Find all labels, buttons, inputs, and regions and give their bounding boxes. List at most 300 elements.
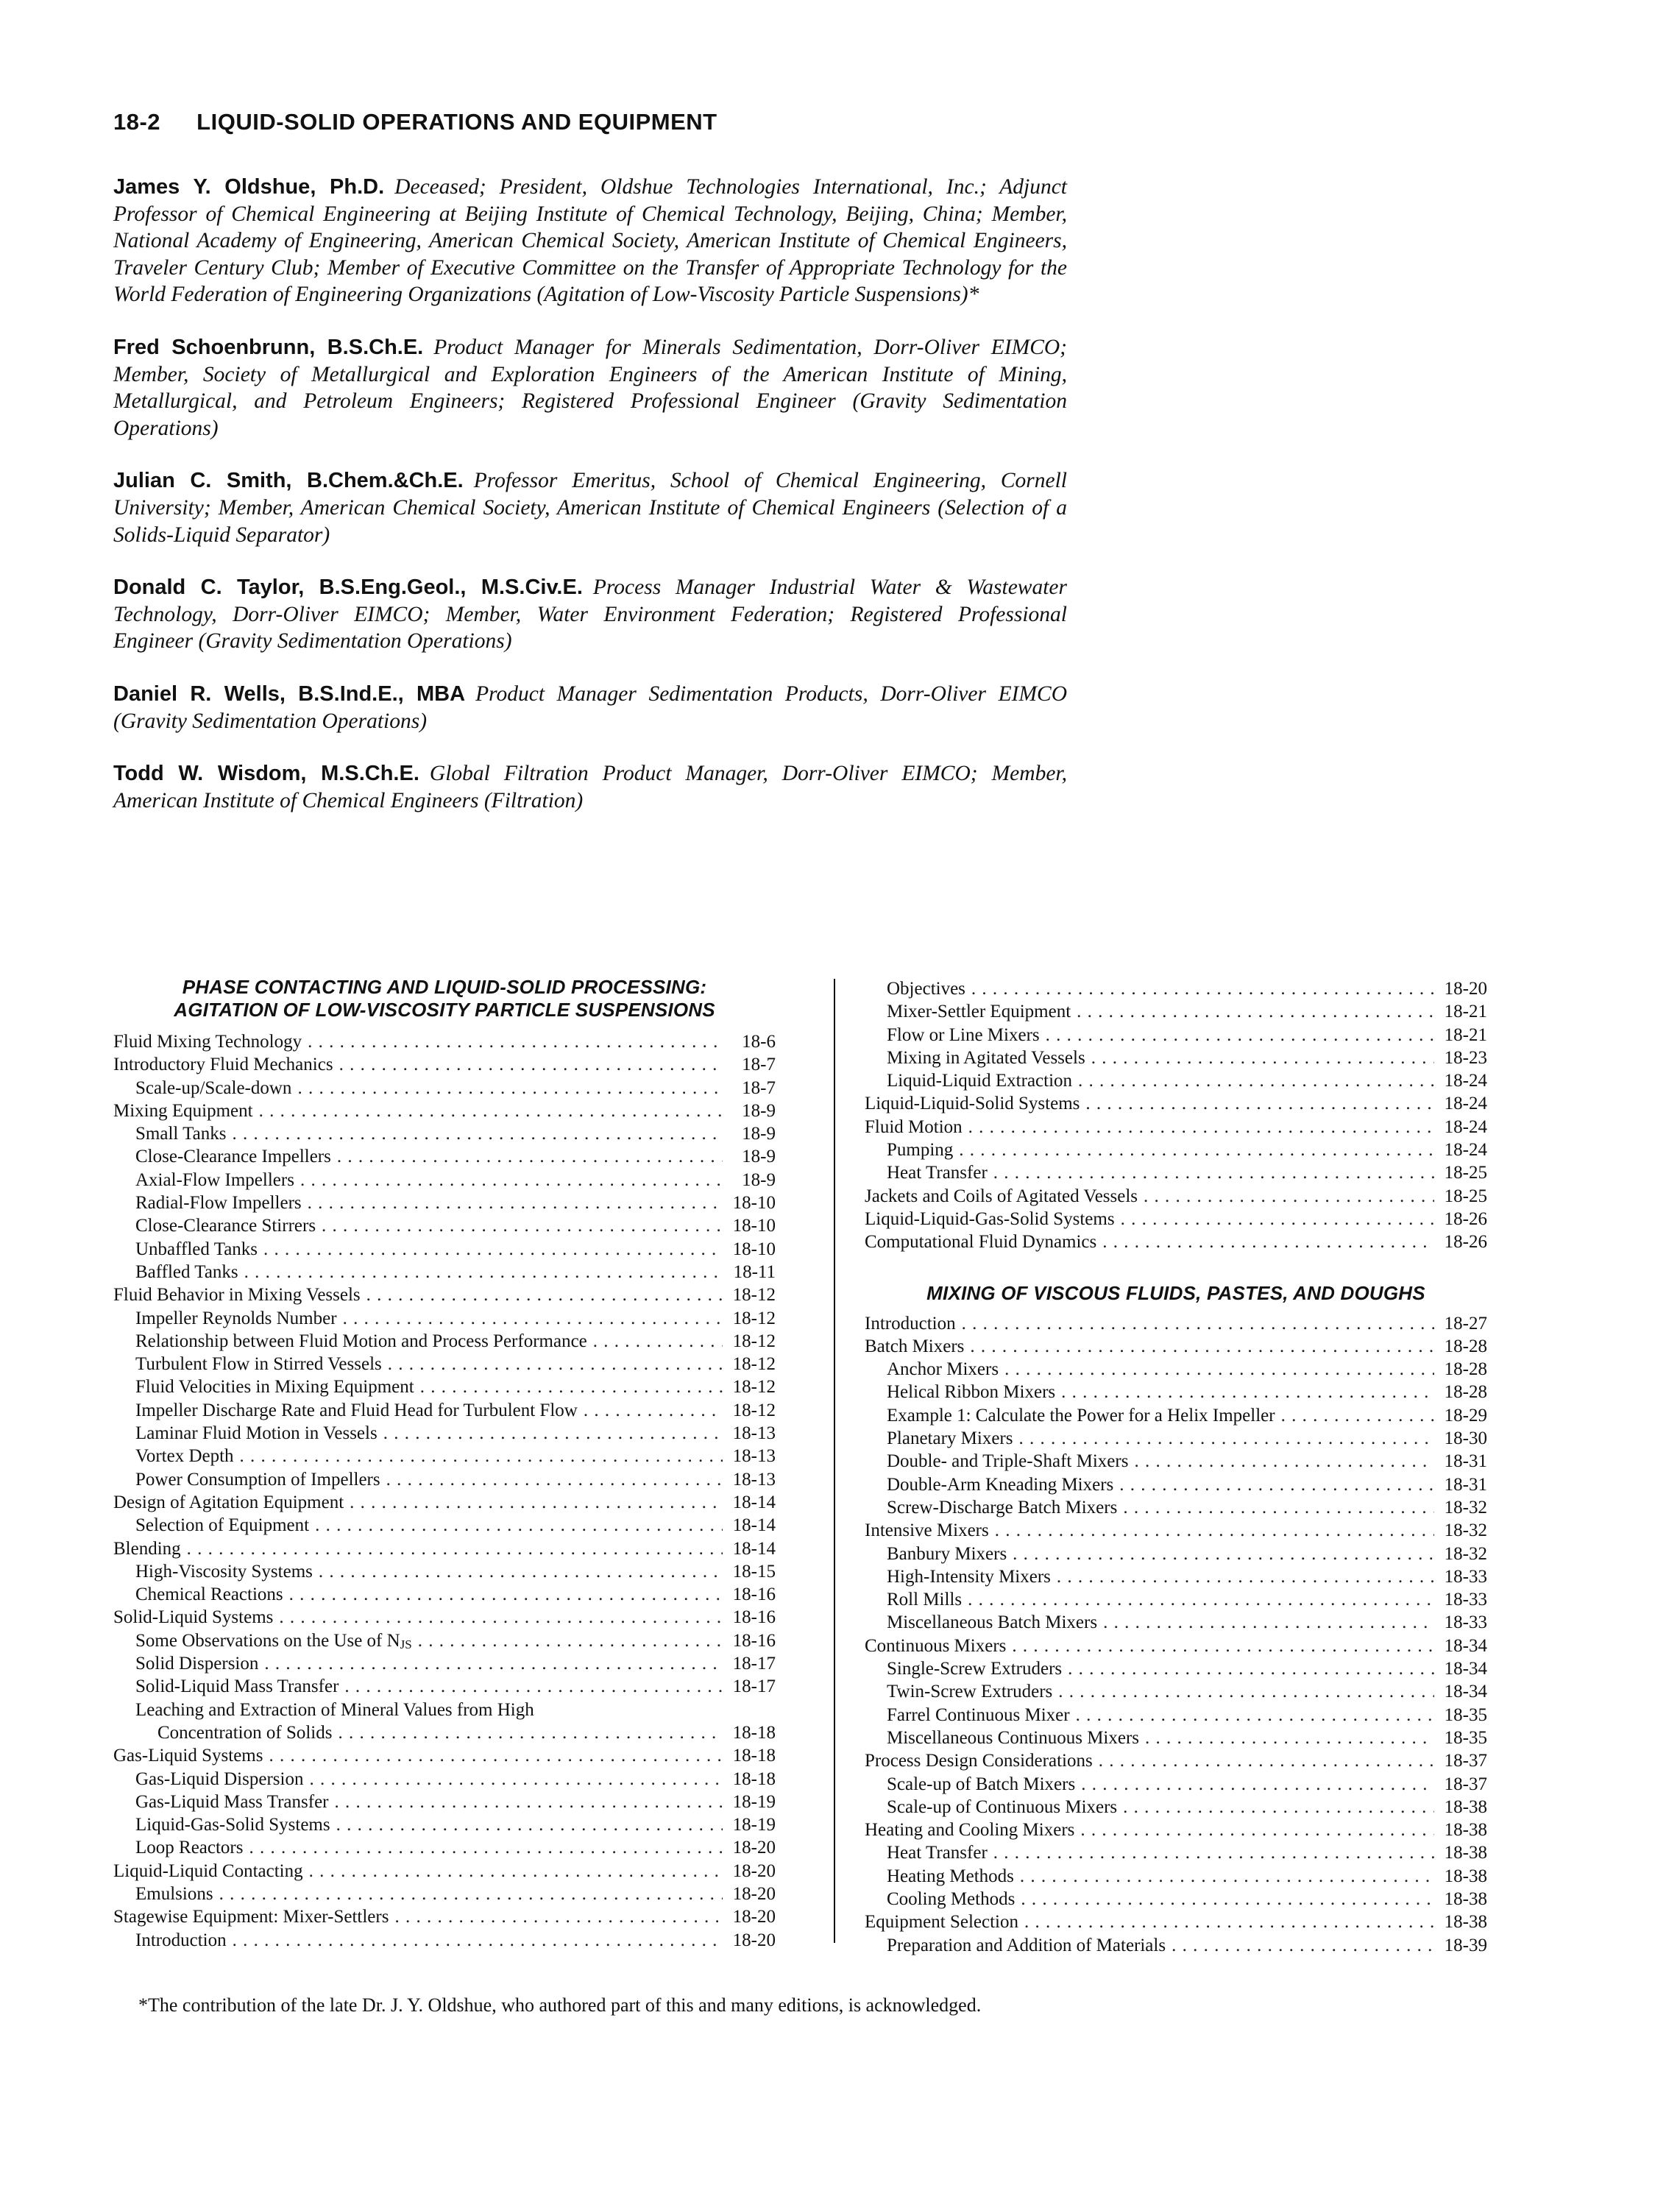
toc-entry-page: 18-26 — [1444, 1208, 1487, 1229]
toc-entry-title — [865, 1116, 963, 1139]
toc-entry-title — [865, 1680, 1052, 1703]
toc-entry — [865, 1680, 1487, 1703]
dot-leader — [337, 1145, 723, 1168]
toc-entry-title-text: Selection of Equipment — [135, 1515, 310, 1536]
toc-entry-title-text: Gas-Liquid Mass Transfer — [135, 1791, 329, 1812]
toc-entry-page: 18-34 — [1444, 1682, 1487, 1702]
toc-entry-title — [865, 1841, 988, 1864]
dot-leader — [1123, 1796, 1434, 1819]
dot-leader — [319, 1560, 723, 1583]
toc-entry-page: 18-18 — [732, 1746, 776, 1766]
toc-entry-title — [113, 1721, 332, 1744]
dot-leader — [1020, 1865, 1434, 1888]
toc-entry-title — [865, 1727, 1139, 1749]
dot-leader — [264, 1652, 723, 1675]
toc-entry-page: 18-9 — [742, 1147, 776, 1167]
toc-entry-page: 18-21 — [1444, 1002, 1487, 1022]
toc-entry-title-text: Gas-Liquid Dispersion — [135, 1768, 304, 1789]
toc-entry-title — [113, 1445, 234, 1467]
toc-entry-page: 18-7 — [742, 1077, 776, 1098]
toc-entry — [113, 1261, 776, 1283]
toc-entry — [113, 1169, 776, 1191]
toc-entry-title — [113, 1791, 329, 1813]
toc-entry — [113, 1768, 776, 1791]
author-name: Fred Schoenbrunn, B.S.Ch.E. — [113, 335, 424, 359]
dot-leader — [233, 1929, 723, 1952]
toc-entry-page: 18-14 — [732, 1538, 776, 1559]
toc-entry-title — [113, 1145, 331, 1168]
toc-entry — [113, 1721, 776, 1744]
toc-entry-title — [113, 1836, 243, 1859]
toc-entry-title — [865, 1819, 1074, 1841]
toc-entry-title-text: Mixing in Agitated Vessels — [887, 1047, 1085, 1068]
dot-leader — [279, 1606, 723, 1629]
dot-leader — [322, 1214, 723, 1237]
toc-entry — [113, 1883, 776, 1905]
toc-entry-page: 18-21 — [1444, 1024, 1487, 1045]
dot-leader — [338, 1721, 723, 1744]
toc-entry-title-text: Solid-Liquid Mass Transfer — [135, 1676, 339, 1697]
toc-entry-title — [113, 1375, 414, 1398]
dot-leader — [1058, 1680, 1434, 1703]
toc-entry-title-text: Introductory Fluid Mechanics — [113, 1055, 333, 1075]
toc-entry-page: 18-31 — [1444, 1451, 1487, 1472]
toc-list — [865, 977, 1487, 1254]
toc-entry — [113, 1836, 776, 1859]
toc-entry — [865, 1611, 1487, 1634]
dot-leader — [1134, 1450, 1434, 1473]
toc-entry-page: 18-29 — [1444, 1405, 1487, 1426]
toc-entry-page: 18-17 — [732, 1676, 776, 1697]
dot-leader — [249, 1836, 723, 1859]
dot-leader — [971, 977, 1434, 1000]
toc-entry-title-text: Single-Screw Extruders — [887, 1659, 1063, 1679]
toc-entry-page: 18-17 — [732, 1654, 776, 1674]
toc-entry — [113, 1399, 776, 1422]
author-entry — [113, 174, 1067, 308]
toc-entry-title-text: Scale-up of Batch Mixers — [887, 1774, 1076, 1794]
author-name: James Y. Oldshue, Ph.D. — [113, 175, 385, 199]
toc-entry-title — [113, 1238, 258, 1261]
toc-entry-title-text: Miscellaneous Continuous Mixers — [887, 1727, 1140, 1748]
toc-list — [113, 1030, 776, 1952]
toc-entry — [865, 1404, 1487, 1427]
toc-entry — [865, 1888, 1487, 1911]
toc-entry-title-text: Power Consumption of Impellers — [135, 1469, 380, 1490]
toc-entry — [865, 1496, 1487, 1519]
toc-entry-title — [865, 1865, 1014, 1888]
toc-entry — [113, 1053, 776, 1076]
author-entry — [113, 467, 1067, 548]
toc-entry-title — [113, 1353, 382, 1375]
toc-entry-page: 18-32 — [1444, 1520, 1487, 1541]
toc-entry-title — [113, 1652, 258, 1675]
toc-entry-title — [113, 1860, 303, 1883]
toc-entry-page: 18-33 — [1444, 1612, 1487, 1633]
toc-entry-title-text: Emulsions — [135, 1883, 213, 1904]
dot-leader — [418, 1629, 723, 1652]
toc-entry-page: 18-14 — [732, 1515, 776, 1536]
toc-entry-title-text: Example 1: Calculate the Power for a Helix Impeller — [887, 1405, 1275, 1426]
toc-entry-title-text: Liquid-Liquid-Solid Systems — [865, 1094, 1080, 1114]
toc-entry-page: 18-38 — [1444, 1912, 1487, 1933]
toc-entry — [865, 1704, 1487, 1727]
toc-entry-title-text: Turbulent Flow in Stirred Vessels — [135, 1354, 382, 1375]
toc-entry — [113, 1629, 776, 1652]
toc-entry-page: 18-24 — [1444, 1071, 1487, 1091]
toc-entry-title-text: Stagewise Equipment: Mixer-Settlers — [113, 1907, 389, 1927]
dot-leader — [1123, 1496, 1434, 1519]
toc-entry-title — [113, 1330, 587, 1353]
toc-entry — [113, 1238, 776, 1261]
toc-entry — [113, 1077, 776, 1100]
toc-entry-page: 18-12 — [732, 1308, 776, 1328]
dot-leader — [959, 1139, 1434, 1161]
toc-entry-title-text: Banbury Mixers — [887, 1543, 1007, 1564]
toc-entry-title — [865, 1024, 1040, 1047]
toc-entry-title — [113, 1422, 378, 1445]
toc-entry — [113, 1191, 776, 1214]
toc-entry-title — [865, 1092, 1080, 1115]
toc-entry — [865, 1565, 1487, 1588]
toc-entry-title — [865, 1611, 1097, 1634]
toc-entry-page: 18-20 — [732, 1907, 776, 1927]
toc-entry — [865, 1069, 1487, 1092]
toc-entry — [113, 1445, 776, 1467]
toc-entry — [865, 977, 1487, 1000]
toc-entry — [113, 1699, 776, 1721]
toc-entry-title-text: Scale-up of Continuous Mixers — [887, 1796, 1118, 1817]
dot-leader — [1099, 1749, 1434, 1772]
toc-entry-page: 18-19 — [732, 1791, 776, 1812]
dot-leader — [309, 1860, 723, 1883]
toc-entry-title-text: Unbaffled Tanks — [135, 1239, 258, 1259]
toc-entry-page: 18-13 — [732, 1423, 776, 1444]
toc-entry-title — [113, 1100, 253, 1122]
toc-entry-title — [113, 1583, 283, 1606]
dot-leader — [289, 1583, 723, 1606]
toc-entry — [113, 1675, 776, 1698]
dot-leader — [1121, 1208, 1434, 1230]
toc-entry-title-text: Gas-Liquid Systems — [113, 1746, 263, 1766]
dot-leader — [386, 1468, 723, 1491]
toc-entry-title — [113, 1468, 380, 1491]
dot-leader — [1145, 1727, 1434, 1749]
toc-entry-page: 18-38 — [1444, 1866, 1487, 1886]
toc-entry-title — [865, 977, 965, 1000]
toc-entry-title-text: Concentration of Solids — [157, 1722, 333, 1743]
toc-entry — [113, 1606, 776, 1629]
toc-entry-title-text: Process Design Considerations — [865, 1751, 1093, 1771]
toc-entry — [113, 1652, 776, 1675]
author-name: Donald C. Taylor, B.S.Eng.Geol., M.S.Civ.E. — [113, 576, 583, 600]
toc-entry-title — [865, 1934, 1166, 1957]
toc-entry-title-text: Objectives — [887, 979, 965, 999]
toc-entry — [865, 1230, 1487, 1253]
toc-entry-title — [113, 1699, 534, 1721]
chapter-title: LIQUID-SOLID OPERATIONS AND EQUIPMENT — [196, 109, 717, 135]
dot-leader — [584, 1399, 723, 1422]
toc-entry-page: 18-28 — [1444, 1359, 1487, 1380]
toc-entry — [865, 1116, 1487, 1139]
toc-entry-page: 18-34 — [1444, 1659, 1487, 1679]
toc-entry-page: 18-27 — [1444, 1313, 1487, 1334]
dot-leader — [308, 1191, 723, 1214]
toc-entry-title-text: Mixer-Settler Equipment — [887, 1002, 1071, 1022]
toc-entry-title — [865, 1139, 953, 1161]
toc-entry-page: 18-28 — [1444, 1382, 1487, 1403]
toc-entry-title — [113, 1675, 339, 1698]
toc-entry-title-text: Solid-Liquid Systems — [113, 1607, 274, 1628]
toc-entry-title — [865, 1358, 999, 1381]
toc-list — [865, 1312, 1487, 1957]
toc-entry-title — [113, 1169, 294, 1191]
dot-leader — [968, 1588, 1434, 1611]
toc-entry-title — [113, 1905, 389, 1928]
toc-entry-title-text: High-Intensity Mixers — [887, 1566, 1051, 1587]
toc-entry-page: 18-20 — [732, 1883, 776, 1904]
toc-entry — [865, 1024, 1487, 1047]
toc-entry-title-text: Heat Transfer — [887, 1843, 988, 1863]
dot-leader — [1018, 1427, 1434, 1450]
dot-leader — [309, 1768, 723, 1791]
toc-entry — [113, 1468, 776, 1491]
toc-entry-title-text: Heat Transfer — [887, 1163, 988, 1183]
toc-entry-title-text: Screw-Discharge Batch Mixers — [887, 1497, 1118, 1518]
dot-leader — [269, 1744, 723, 1767]
toc-entry-page: 18-12 — [732, 1331, 776, 1351]
toc-entry-page: 18-16 — [732, 1584, 776, 1605]
toc-entry — [865, 1657, 1487, 1680]
toc-entry-title-text: Anchor Mixers — [887, 1359, 999, 1380]
toc-entry — [865, 1841, 1487, 1864]
dot-leader — [335, 1791, 723, 1813]
toc-entry-page: 18-23 — [1444, 1047, 1487, 1068]
toc-right-column — [865, 977, 1487, 1957]
toc-entry-title-text: Liquid-Gas-Solid Systems — [135, 1815, 330, 1835]
toc-entry — [865, 1934, 1487, 1957]
dot-leader — [1024, 1911, 1434, 1933]
dot-leader — [336, 1813, 723, 1836]
dot-leader — [1119, 1473, 1434, 1496]
toc-entry-title-text: Fluid Mixing Technology — [113, 1032, 302, 1052]
toc-entry-title-text: Fluid Behavior in Mixing Vessels — [113, 1285, 361, 1306]
toc-entry — [113, 1145, 776, 1168]
toc-entry-title — [865, 1335, 964, 1358]
toc-entry-title — [865, 1588, 962, 1611]
toc-entry-page: 18-10 — [732, 1239, 776, 1259]
toc-entry-title — [113, 1813, 330, 1836]
toc-entry-title — [113, 1030, 302, 1053]
dot-leader — [388, 1353, 723, 1375]
toc-entry-title-text: Close-Clearance Stirrers — [135, 1216, 316, 1236]
toc-entry-title — [865, 1543, 1007, 1565]
dot-leader — [383, 1422, 723, 1445]
toc-entry — [113, 1375, 776, 1398]
toc-entry-title — [865, 1888, 1015, 1911]
toc-entry-title-text: Axial-Flow Impellers — [135, 1169, 294, 1190]
toc-entry-title — [865, 1496, 1117, 1519]
toc-entry-title — [865, 1704, 1070, 1727]
toc-entry — [113, 1537, 776, 1560]
toc-entry — [865, 1819, 1487, 1841]
toc-entry-title-text: Equipment Selection — [865, 1912, 1018, 1933]
toc-entry-title-text: Some Observations on the Use of N — [135, 1630, 400, 1651]
toc-entry — [113, 1860, 776, 1883]
toc-entry-title — [113, 1744, 263, 1767]
toc-entry-title — [113, 1261, 238, 1283]
toc-entry-page: 18-18 — [732, 1722, 776, 1743]
toc-entry — [865, 1139, 1487, 1161]
toc-entry-title-text: Radial-Flow Impellers — [135, 1193, 302, 1214]
dot-leader — [263, 1238, 723, 1261]
toc-entry — [865, 1727, 1487, 1749]
section-heading-line: AGITATION OF LOW-VISCOSITY PARTICLE SUSPENSIONS — [174, 999, 715, 1021]
toc-entry — [113, 1283, 776, 1306]
dot-leader — [339, 1053, 723, 1076]
dot-leader — [366, 1283, 723, 1306]
toc-entry-title — [113, 1606, 273, 1629]
toc-entry-title-text: Close-Clearance Impellers — [135, 1147, 331, 1167]
toc-entry-page: 18-32 — [1444, 1543, 1487, 1564]
toc-entry — [113, 1100, 776, 1122]
dot-leader — [1102, 1230, 1434, 1253]
toc-entry — [113, 1330, 776, 1353]
toc-entry — [865, 1749, 1487, 1772]
toc-entry — [865, 1519, 1487, 1542]
toc-entry-title-text: Heating and Cooling Mixers — [865, 1820, 1075, 1841]
toc-entry-page: 18-16 — [732, 1607, 776, 1628]
toc-entry-page: 18-15 — [732, 1561, 776, 1582]
toc-entry — [113, 1744, 776, 1767]
author-description: Global Filtration Product Manager, Dorr-Oliver EIMCO; Member, American Institute of Chemical Engineers (Filtration) — [113, 762, 1067, 812]
toc-entry — [113, 1422, 776, 1445]
toc-entry-title — [865, 1000, 1071, 1023]
toc-entry-page: 18-37 — [1444, 1774, 1487, 1794]
dot-leader — [1061, 1381, 1434, 1403]
toc-entry-page: 18-39 — [1444, 1935, 1487, 1955]
author-entry — [113, 760, 1067, 814]
toc-entry-title — [113, 1122, 227, 1145]
toc-entry — [113, 1030, 776, 1053]
toc-entry-title-text: Mixing Equipment — [113, 1100, 253, 1121]
toc-entry-title — [113, 1560, 313, 1583]
toc-entry-title — [113, 1883, 213, 1905]
toc-entry-page: 18-13 — [732, 1469, 776, 1490]
dot-leader — [593, 1330, 723, 1353]
dot-leader — [1004, 1358, 1434, 1381]
toc-entry — [865, 1543, 1487, 1565]
dot-leader — [1103, 1611, 1434, 1634]
dot-leader — [344, 1675, 723, 1698]
toc-entry-page: 18-35 — [1444, 1727, 1487, 1748]
toc-entry — [865, 1796, 1487, 1819]
toc-entry-title-text: Introduction — [135, 1930, 227, 1950]
toc-entry-page: 18-32 — [1444, 1497, 1487, 1518]
toc-entry-title-text: Baffled Tanks — [135, 1261, 238, 1282]
author-list — [113, 174, 1067, 840]
toc-entry — [113, 1583, 776, 1606]
toc-entry — [865, 1427, 1487, 1450]
toc-entry-page: 18-28 — [1444, 1336, 1487, 1356]
toc-entry — [113, 1905, 776, 1928]
toc-entry-page: 18-9 — [742, 1169, 776, 1190]
toc-entry-title — [113, 1399, 578, 1422]
toc-entry-title-text: Computational Fluid Dynamics — [865, 1232, 1097, 1253]
toc-entry — [865, 1865, 1487, 1888]
dot-leader — [297, 1077, 723, 1100]
toc-entry-page: 18-16 — [732, 1630, 776, 1651]
toc-entry-page: 18-9 — [742, 1100, 776, 1121]
toc-entry-title — [865, 1635, 1006, 1657]
toc-entry — [865, 1450, 1487, 1473]
toc-entry-title-text: Farrel Continuous Mixer — [887, 1704, 1070, 1725]
author-description: Professor Emeritus, School of Chemical Engineering, Cornell University; Member, American Chemical Society, American Institute of Chemical Engineers (Selection of a Solids-Liquid Separator) — [113, 469, 1068, 547]
toc-entry-title-text: Cooling Methods — [887, 1888, 1016, 1909]
toc-entry-page: 18-11 — [733, 1261, 776, 1282]
toc-entry-title — [865, 1208, 1115, 1230]
toc-entry — [865, 1185, 1487, 1208]
toc-entry-title-text: Flow or Line Mixers — [887, 1024, 1040, 1045]
toc-entry-page: 18-24 — [1444, 1116, 1487, 1137]
dot-leader — [1077, 1000, 1434, 1023]
toc-entry-title-text: Helical Ribbon Mixers — [887, 1382, 1056, 1403]
toc-entry-title — [865, 1312, 956, 1335]
toc-entry-title-text: Preparation and Addition of Materials — [887, 1935, 1166, 1955]
toc-entry-page: 18-10 — [732, 1193, 776, 1214]
footnote: *The contribution of the late Dr. J. Y. Oldshue, who authored part of this and many editions, is acknowledged. — [138, 1994, 982, 2016]
dot-leader — [1091, 1047, 1434, 1069]
toc-entry-title — [113, 1191, 302, 1214]
toc-entry — [865, 1635, 1487, 1657]
toc-entry-title-text: High-Viscosity Systems — [135, 1561, 313, 1582]
toc-entry-page: 18-13 — [732, 1446, 776, 1467]
toc-entry-title — [865, 1427, 1013, 1450]
toc-entry-title — [865, 1749, 1093, 1772]
toc-entry-page: 18-12 — [732, 1285, 776, 1306]
toc-entry-page: 18-38 — [1444, 1796, 1487, 1817]
toc-entry-page: 18-25 — [1444, 1186, 1487, 1206]
toc-entry — [113, 1929, 776, 1952]
dot-leader — [1144, 1185, 1434, 1208]
dot-leader — [343, 1307, 723, 1330]
dot-leader — [993, 1161, 1434, 1184]
dot-leader — [233, 1122, 723, 1145]
toc-entry-page: 18-25 — [1444, 1163, 1487, 1183]
toc-entry — [865, 1381, 1487, 1403]
dot-leader — [968, 1116, 1434, 1139]
toc-entry — [865, 1161, 1487, 1184]
toc-entry-title — [113, 1537, 181, 1560]
toc-entry-title-text: Intensive Mixers — [865, 1520, 989, 1541]
toc-entry — [865, 1588, 1487, 1611]
dot-leader — [1076, 1704, 1434, 1727]
dot-leader — [993, 1841, 1434, 1864]
toc-entry-page: 18-20 — [732, 1860, 776, 1881]
dot-leader — [970, 1335, 1434, 1358]
toc-entry — [113, 1560, 776, 1583]
author-name: Julian C. Smith, B.Chem.&Ch.E. — [113, 469, 464, 493]
dot-leader — [995, 1519, 1434, 1542]
dot-leader — [1068, 1657, 1434, 1680]
toc-entry-title — [113, 1514, 309, 1537]
toc-entry-title — [113, 1077, 291, 1100]
dot-leader — [1085, 1092, 1434, 1115]
toc-entry-title-text: Leaching and Extraction of Mineral Values from High — [135, 1699, 534, 1720]
toc-entry-page: 18-30 — [1444, 1428, 1487, 1449]
toc-entry — [865, 1092, 1487, 1115]
toc-entry-title-text: Vortex Depth — [135, 1446, 234, 1467]
